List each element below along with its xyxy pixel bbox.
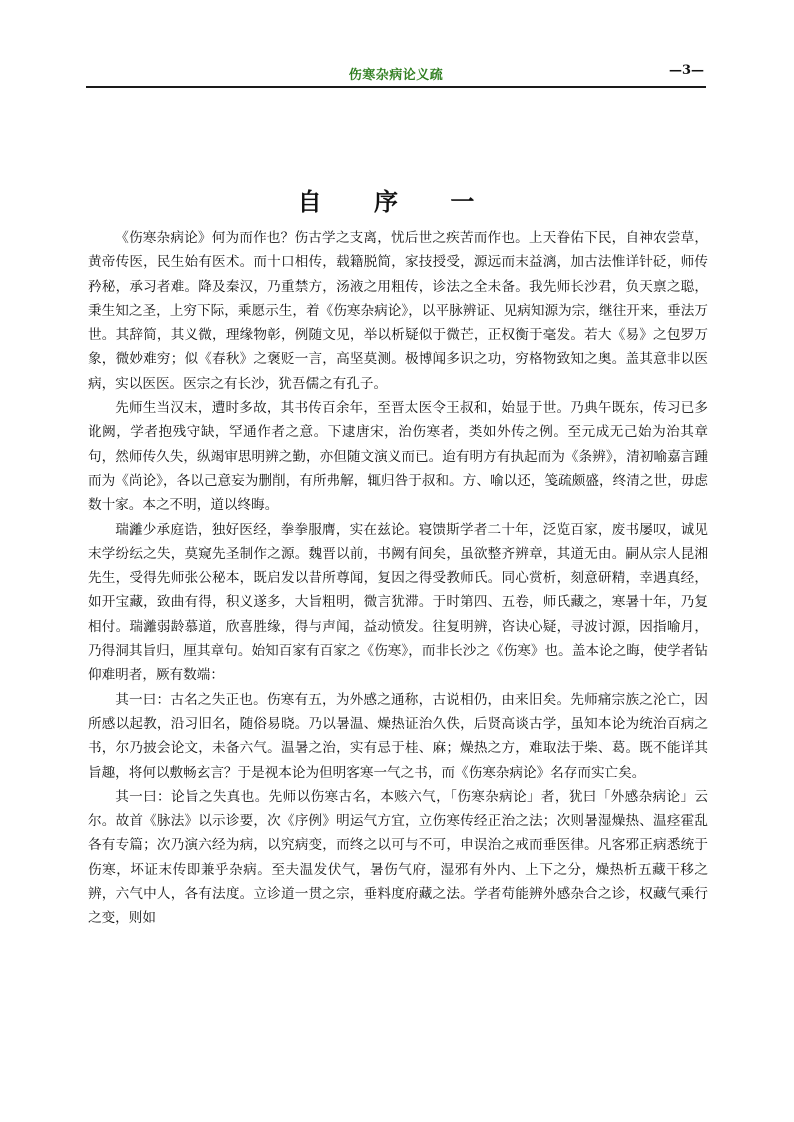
- preface-body: [88, 226, 708, 931]
- paragraph: 《伤寒杂病论》何为而作也？伤古学之支离，忧后世之疾苦而作也。上天眷佑下民，自神农尝草，黄帝传医，民生始有医术。而十口相传，载籍脱简，家技授受，源远而末益漓，加古法惟详针砭，师传矜秘，承习者难。降及秦汉，乃重禁方，汤液之用粗传，诊法之全未备。我先师长沙君，负天禀之聪，秉生知之圣，上穷下际，乘愿示生，着《伤寒杂病论》，以平脉辨证、见病知源为宗，继往开来，垂法万世。其辞简，其义微，理缘物彰，例随文见，举以析疑似于微芒，正权衡于毫发。若大《易》之包罗万象，微妙难穷；似《春秋》之褒贬一言，高坚莫测。极博闻多识之功，穷格物致知之奥。盖其意非以医病，实以医医。医宗之有长沙，犹吾儒之有孔子。: [88, 230, 708, 392]
- paragraph: 其一曰：论旨之失真也。先师以伤寒古名，本赅六气，「伤寒杂病论」者，犹曰「外感杂病论」云尔。故首《脉法》以示诊要，次《序例》明运气方宜，立伤寒传经正治之法；次则暑湿燥热、温痉霍乱各有专篇；次乃演六经为病，以究病变，而终之以可与不可，申误治之戒而垂医律。凡客邪正病悉统于伤寒，坏证末传即兼乎杂病。至夫温发伏气，暑伤气府，湿邪有外内、上下之分，燥热析五藏干移之辨，六气中人，各有法度。立诊道一贯之宗，垂料度府藏之法。学者苟能辨外感杂合之诊，权藏气乘行之变，则如: [88, 788, 708, 927]
- chapter-title: 自 序 一: [297, 187, 497, 217]
- paragraph: 先师生当汉末，遭时多故，其书传百余年，至晋太医令王叔和，始显于世。乃典午既东，传习已多讹阙，学者抱残守缺，罕通作者之意。下逮唐宋，治伤寒者，类如外传之例。至元成无己始为治其章句，然师传久失，纵竭审思明辨之勤，亦但随文演义而已。迨有明方有执起而为《条辨》，清初喻嘉言踵而为《尚论》，各以己意妄为删削，有所弗解，辄归咎于叔和。方、喻以还，笺疏颇盛，终清之世，毋虑数十家。本之不明，道以终晦。: [88, 400, 708, 514]
- paragraph: 其一曰：古名之失正也。伤寒有五，为外感之通称，古说相仍，由来旧矣。先师痛宗族之沦亡，因所感以起教，沿习旧名，随俗易晓。乃以暑温、燥热证治久佚，后贤高谈古学，虽知本论为统治百病之书，尔乃披会论文，未备六气。温暑之治，实有忌于桂、麻；燥热之方，难取法于柴、葛。既不能详其旨趣，将何以敷畅玄言？于是视本论为但明客寒一气之书，而《伤寒杂病论》名存而实亡矣。: [88, 691, 708, 781]
- running-header: [86, 60, 706, 88]
- paragraph: 瑞灕少承庭诰，独好医经，拳拳服膺，实在兹论。寝馈斯学者二十年，泛览百家，废书屡叹，诚见末学纷纭之失，莫窥先圣制作之源。魏晋以前，书阙有间矣，虽欲整齐辨章，其道无由。嗣从宗人昆湘先生，受得先师张公秘本，既启发以昔所尊闻，复因之得受教师氏。同心赏析，刻意研精，幸遇真经，如开宝藏，致曲有得，积义遂多，大旨粗明，微言犹滞。于时第四、五卷，师氏藏之，寒暑十年，乃复相付。瑞灕弱龄慕道，欣喜胜缘，得与声闻，益动愤发。往复明辨，咨诀心疑，寻波讨源，因指喻月，乃得洞其旨归，厘其章句。始知百家有百家之《伤寒》，而非长沙之《伤寒》也。盖本论之晦，使学者钻仰难明者，厥有数端：: [88, 521, 708, 684]
- book-title: 伤寒杂病论义疏: [348, 68, 444, 83]
- page-number: —3—: [668, 63, 704, 78]
